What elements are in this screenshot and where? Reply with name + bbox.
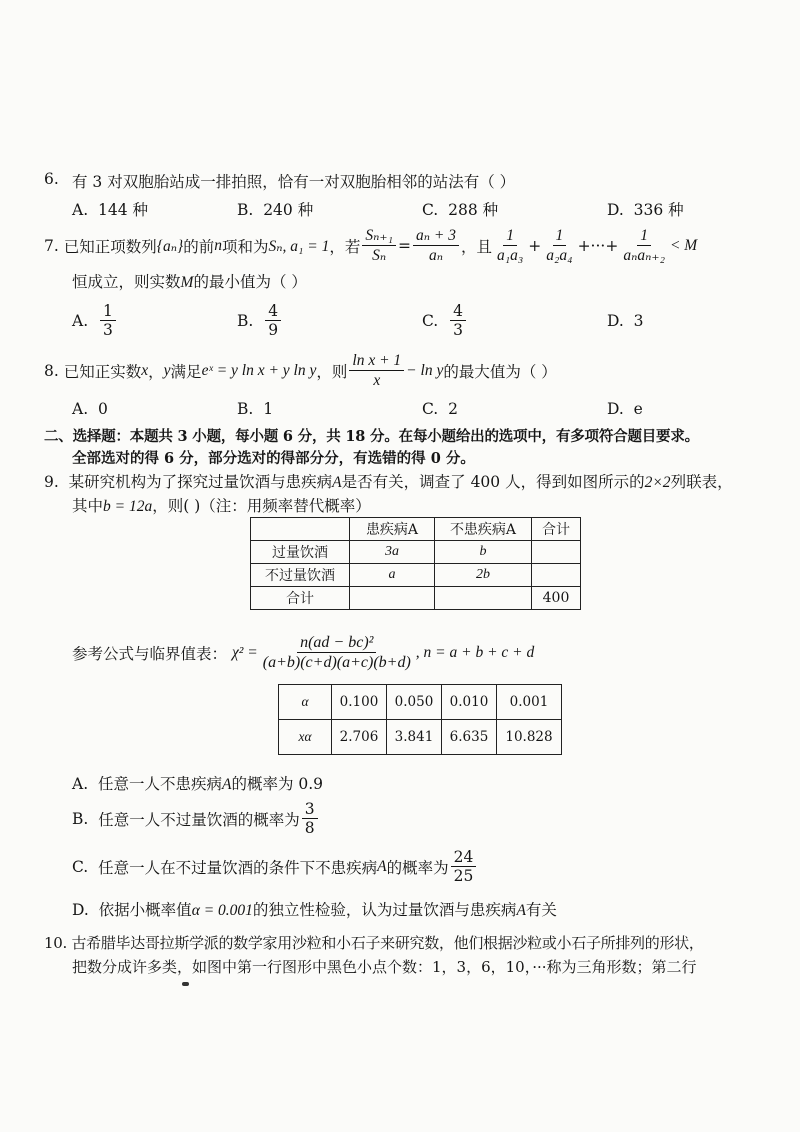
ink-mark: [182, 982, 189, 986]
initial-condition: Sₙ, a₁ = 1: [268, 237, 330, 255]
q9-stem-line2: 其中b = 12a，则( )（注：用频率替代概率）: [72, 497, 371, 515]
q9-option-b: B. 任意一人不过量饮酒的概率为 $\frac{3}{8}$: [72, 796, 320, 842]
q7-option-b: B. $\frac{4}{9}$: [237, 298, 283, 344]
q7-stem-line2: 恒成立，则实数M的最小值为（ ）: [72, 273, 307, 291]
q7-option-c: C. $\frac{4}{3}$: [422, 298, 468, 344]
term3-fraction: $\frac{1}{\text{aₙaₙ₊₂}}$: [623, 226, 665, 265]
table-row: 合计 400: [251, 587, 581, 610]
term2-fraction: $\frac{1}{\text{a₂a₄}}$: [546, 226, 573, 265]
table-row: 不过量饮酒 a 2b: [251, 564, 581, 587]
q10-number: 10.: [44, 934, 67, 952]
table-row: xα 2.706 3.841 6.635 10.828: [279, 720, 562, 755]
table-row: α 0.100 0.050 0.010 0.001: [279, 685, 562, 720]
table-row: 过量饮酒 3a b: [251, 541, 581, 564]
q8-option-b: B. 1: [237, 400, 274, 418]
q8-fraction: $\frac{\text{ln x + 1}}{x}$: [349, 352, 404, 391]
q8-stem: 8. 已知正实数 x ， y 满足 eˣ = y ln x + y ln y ，则 $\frac{\text{ln x + 1}}{x}$ − ln y 的最大值为（ ）: [44, 351, 557, 390]
rhs-fraction: $\frac{\text{aₙ + 3}}{\text{aₙ}}$: [413, 227, 459, 266]
q10-stem-line2: 把数分成许多类，如图中第一行图形中黑色小点个数：1，3，6，10，···称为三角形数；第二行: [72, 958, 697, 976]
q7-option-d: D. 3: [607, 312, 644, 330]
q6-option-b: B. 240 种: [237, 201, 314, 219]
q8-option-d: D. e: [607, 400, 643, 418]
q8-number: 8.: [44, 362, 59, 380]
q6-stem: 有 3 对双胞胎站成一排拍照，恰有一对双胞胎相邻的站法有（ ）: [72, 173, 516, 191]
q6-option-c: C. 288 种: [422, 201, 499, 219]
critical-values-table: [278, 684, 562, 755]
table-row: 患疾病A 不患疾病A 合计: [251, 518, 581, 541]
q7-stem-line1: 7. 已知正项数列 {aₙ} 的前 n 项和为 Sₙ, a₁ = 1 ，若 $\frac{\text{Sₙ₊₁}}{\text{Sₙ}}$ = $\frac{\text{aₙ + 3}}{\text{aₙ}}$ ，且 $\frac{1}{\text{a₁a₃}}$ + $\frac{1}{\text{a₂a₄}}$ +···+ $\frac{1}{\text{aₙaₙ₊₂}}$ < M: [44, 226, 698, 265]
section-2-instructions: 全部选对的得 6 分，部分选对的得部分分，有选错的得 0 分。: [72, 450, 475, 467]
q7-option-a: A. $\frac{1}{3}$: [72, 298, 118, 344]
q9-number: 9.: [44, 473, 59, 491]
q6-option-a: A. 144 种: [72, 201, 148, 219]
q9-option-c: C. 任意一人在不过量饮酒的条件下不患疾病 A 的概率为 $\frac{24}{25}$: [72, 844, 478, 890]
q8-condition: eˣ = y ln x + y ln y: [201, 362, 317, 379]
q9-option-a: A. 任意一人不患疾病A的概率为 0.9: [72, 775, 324, 793]
q8-option-c: C. 2: [422, 400, 458, 418]
q9-stem-line1: 9. 某研究机构为了探究过量饮酒与患疾病A是否有关，调查了 400 人，得到如图所示的2×2列联表，: [44, 473, 733, 491]
contingency-table: [250, 517, 581, 610]
q6-option-d: D. 336 种: [607, 201, 684, 219]
sequence-notation: {aₙ}: [156, 237, 184, 255]
q9-option-d: D. 依据小概率值α = 0.001的独立性检验，认为过量饮酒与患疾病A有关: [72, 901, 557, 919]
q8-option-a: A. 0: [72, 400, 108, 418]
q7-number: 7.: [44, 237, 59, 255]
chi-square-formula: 参考公式与临界值表： χ² = $\frac{\text{n(ad − bc)²}}{(a+b)(c+d)(a+c)(b+d)}$ , n = a + b + c + d: [72, 633, 535, 672]
section-2-header: 二、选择题：本题共 3 小题，每小题 6 分，共 18 分。在每小题给出的选项中，有多项符合题目要求。: [44, 428, 699, 445]
term1-fraction: $\frac{1}{\text{a₁a₃}}$: [497, 226, 524, 265]
q10-stem-line1: 10. 古希腊毕达哥拉斯学派的数学家用沙粒和小石子来研究数，他们根据沙粒或小石子所排列的形状，: [44, 934, 704, 952]
ratio-fraction: $\frac{\text{Sₙ₊₁}}{\text{Sₙ}}$: [362, 227, 396, 266]
q6-number: 6.: [44, 170, 59, 188]
